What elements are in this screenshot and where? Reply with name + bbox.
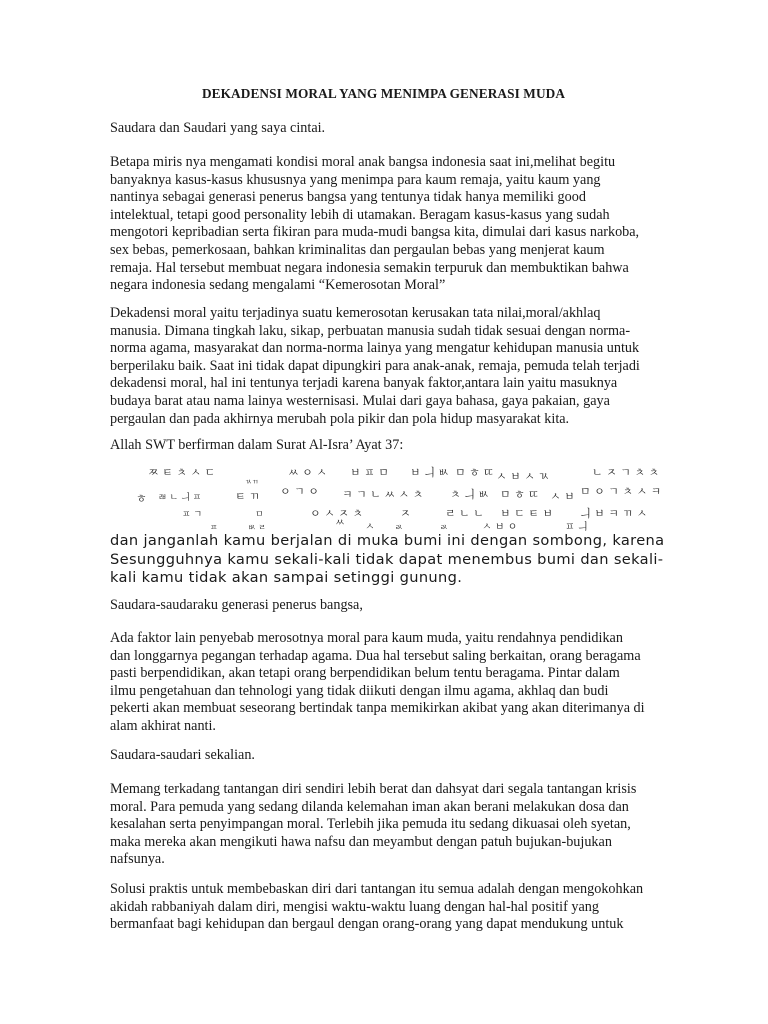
verse-glyph-row-3: ㅈ bbox=[400, 507, 411, 520]
paragraph-3-line: pekerti akan membuat seseorang bertindak tanpa memikirkan akibat yang akan diterimanya di bbox=[110, 700, 645, 717]
verse-glyph-row-1: ㅉ ㅌ ㅊ ㅅ ㄷ bbox=[148, 466, 216, 479]
verse-glyph-row-4: ㅅ bbox=[365, 522, 375, 532]
verse-glyph-row-4: ㄽ bbox=[440, 523, 448, 532]
paragraph-2-line: norma agama, masyarakat dan norma-norma lainya yang mengatur kehidupan manusia untuk bbox=[110, 340, 640, 357]
verse-glyph-row-1: ㅂ ㅍ ㅁ bbox=[350, 466, 389, 479]
verse-glyph-row-2: ㅊ ㅢ ㅄ bbox=[450, 488, 489, 501]
paragraph-1-line: sex bebas, pemerkosaan, bahkan kriminalitas dan pergaulan bebas yang menjerat kaum bbox=[110, 241, 605, 258]
paragraph-2-line: dekadensi moral, hal ini tentunya terjadi karena banyak faktor,antara lain yaitu masuknya bbox=[110, 375, 618, 392]
verse-translation-line: Sesungguhnya kamu sekali-kali tidak dapat menembus bumi dan sekali- bbox=[110, 550, 664, 568]
verse-glyph-row-4: ㅆ bbox=[335, 518, 345, 529]
verse-glyph-row-1: ㅆ ㅇ ㅅ bbox=[288, 466, 327, 479]
verse-glyph-row-4: ㅅ ㅂ ㅇ bbox=[482, 522, 518, 532]
paragraph-3-line: Ada faktor lain penyebab merosotnya moral para kaum muda, yaitu rendahnya pendidikan bbox=[110, 630, 623, 646]
paragraph-1-line: intelektual, tetapi good personality lebih di utamakan. Beragam kasus-kasus yang sudah bbox=[110, 206, 610, 223]
document-title: DEKADENSI MORAL YANG MENIMPA GENERASI MUDA bbox=[201, 86, 566, 101]
paragraph-1-line: negara indonesia sedang mengalami “Kemerosotan Moral” bbox=[110, 277, 446, 294]
verse-glyph-row-4: ㅍ bbox=[210, 523, 218, 532]
paragraph-4 bbox=[110, 781, 700, 869]
verse-glyph-row-3: ㅇ ㅅ ㅈ ㅊ bbox=[310, 507, 363, 520]
verse-glyph-row-4: ㄽ bbox=[395, 523, 403, 532]
verse-glyph-row-3: ㅢ ㅂ ㅋ ㄲ ㅅ bbox=[580, 507, 648, 520]
paragraph-5 bbox=[110, 881, 700, 934]
paragraph-1-line: Betapa miris nya mengamati kondisi moral anak bangsa indonesia saat ini,melihat begitu bbox=[110, 154, 616, 170]
paragraph-3-line: dan longgarnya pegangan terhadap agama. Dua hal tersebut saling berkaitan, orang beragama bbox=[110, 647, 641, 664]
verse-glyph-row-2: ㅋ ㄱ ㄴ ㅆ ㅅ ㅊ bbox=[342, 488, 424, 501]
paragraph-1 bbox=[110, 154, 700, 295]
verse-glyph-row-1: ㅂ ㅢ ㅄ bbox=[410, 466, 449, 479]
garbled-arabic-verse bbox=[110, 462, 700, 532]
verse-glyph-row-1: ㄴ ㅈ ㄱ ㅊ ㅊ bbox=[592, 466, 660, 479]
paragraph-3-line: ilmu pengetahuan dan tehnologi yang tidak diikuti dengan ilmu agama, akhlaq dan budi bbox=[110, 682, 609, 699]
paragraph-1-line: nantinya sebagai generasi penerus bangsa yang tentunya tidak hanya memiliki good bbox=[110, 189, 586, 206]
greeting-2-text: Saudara-saudaraku generasi penerus bangsa, bbox=[110, 597, 363, 613]
paragraph-2-line: berperilaku baik. Saat ini tidak dapat dipungkiri para anak-anak, remaja, pemuda telah terjadi bbox=[110, 357, 640, 374]
paragraph-5-line: bermanfaat bagi kehidupan dan bergaul dengan orang-orang yang dapat mendukung untuk bbox=[110, 916, 624, 933]
paragraph-3-line: pasti berpendidikan, akan tetapi orang berpendidikan belum tentu beragama. Pintar dalam bbox=[110, 665, 620, 682]
verse-glyph-row-3: ㅁ bbox=[255, 510, 264, 520]
verse-glyph-row-4: ㅍ ㅢ bbox=[565, 522, 588, 532]
verse-translation-line: kali kamu tidak akan sampai setinggi gunung. bbox=[110, 569, 463, 586]
greeting-3-text: Saudara-saudari sekalian. bbox=[110, 747, 255, 763]
verse-translation bbox=[110, 532, 700, 588]
paragraph-2 bbox=[110, 305, 700, 428]
greeting-2 bbox=[110, 597, 700, 615]
verse-glyph-row-3: ㅂ ㄷ ㅌ ㅂ bbox=[500, 507, 553, 520]
verse-intro bbox=[110, 437, 700, 455]
paragraph-1-line: banyaknya kasus-kasus khususnya yang menimpa para kaum remaja, yaitu kaum yang bbox=[110, 171, 601, 188]
verse-glyph-row-2: ㅁ ㅇ ㄱ ㅊ ㅅ ㅋ bbox=[580, 485, 662, 498]
paragraph-4-line: maka mereka akan mengikuti hawa nafsu dan meyambut dengan patuh bujukan-bujukan bbox=[110, 833, 612, 850]
paragraph-4-line: Memang terkadang tantangan diri sendiri lebih berat dan dahsyat dari segala tantangan krisis bbox=[110, 781, 637, 797]
verse-glyph-row-2: ㅁ ㅎ ㄸ bbox=[500, 488, 539, 501]
paragraph-5-line: akidah rabbaniyah dalam diri, mengisi waktu-waktu luang dengan hal-hal positif yang bbox=[110, 898, 599, 915]
verse-intro-text: Allah SWT berfirman dalam Surat Al-Isra’ Ayat 37: bbox=[110, 437, 404, 453]
paragraph-2-line: pergaulan dan pada akhirnya merubah pola pikir dan pola hidup masyarakat kita. bbox=[110, 410, 570, 427]
paragraph-4-line: kesalahan serta penyimpangan moral. Terlebih jika pemuda itu sedang dikuasai oleh syetan, bbox=[110, 816, 631, 833]
paragraph-2-line: manusia. Dimana tingkah laku, sikap, perbuatan manusia sudah tidak sesuai dengan norma- bbox=[110, 322, 631, 339]
paragraph-4-line: moral. Para pemuda yang sedang dilanda kelemahan iman akan berani melakukan dosa dan bbox=[110, 798, 629, 815]
greeting-3 bbox=[110, 747, 700, 765]
verse-glyph-row-2: ㅇ ㄱ ㅇ bbox=[280, 485, 319, 498]
verse-glyph-row-1: ㅅ ㅂ ㅅ ㄳ bbox=[496, 470, 549, 483]
verse-translation-line: dan janganlah kamu berjalan di muka bumi ini dengan sombong, karena bbox=[110, 532, 665, 549]
verse-glyph-row-4: ㅄ ㄹ bbox=[248, 523, 266, 532]
verse-glyph-row-1: ㄳㄲ bbox=[245, 478, 259, 486]
greeting-1-text: Saudara dan Saudari yang saya cintai. bbox=[110, 120, 326, 136]
paragraph-3-line: alam akhirat nanti. bbox=[110, 717, 216, 734]
paragraph-2-line: Dekadensi moral yaitu terjadinya suatu kemerosotan kerusakan tata nilai,moral/akhlaq bbox=[110, 305, 601, 321]
paragraph-1-line: mengotori kepribadian serta fikiran para muda-mudi bangsa kita, dimulai dari kasus narkoba, bbox=[110, 224, 640, 241]
verse-glyph-row-2: ㅎ bbox=[136, 492, 147, 505]
verse-glyph-row-3: ㄹ ㄴ ㄴ bbox=[445, 507, 484, 520]
paragraph-1-line: remaja. Hal tersebut membuat negara indonesia semakin terpuruk dan membuktikan bahwa bbox=[110, 259, 629, 276]
greeting-1 bbox=[110, 120, 700, 138]
verse-glyph-row-2: ㅅ ㅂ bbox=[550, 490, 575, 503]
paragraph-3 bbox=[110, 630, 700, 736]
garbled-verse-glyphs bbox=[110, 462, 700, 532]
paragraph-5-line: Solusi praktis untuk membebaskan diri dari tantangan itu semua adalah dengan mengokohkan bbox=[110, 881, 644, 897]
verse-glyph-row-3: ㅍ ㄱ bbox=[182, 510, 203, 520]
verse-glyph-row-2: ㅌ ㄲ bbox=[235, 490, 260, 503]
paragraph-2-line: budaya barat atau nama lainya westernisasi. Mulai dari gaya bahasa, gaya pakaian, gaya bbox=[110, 392, 610, 409]
verse-glyph-row-2: ㄼ ㄴ ㅢ ㅍ bbox=[158, 493, 202, 503]
paragraph-4-line: nafsunya. bbox=[110, 851, 165, 868]
verse-glyph-row-1: ㅁ ㅎ ㄸ bbox=[455, 466, 494, 479]
